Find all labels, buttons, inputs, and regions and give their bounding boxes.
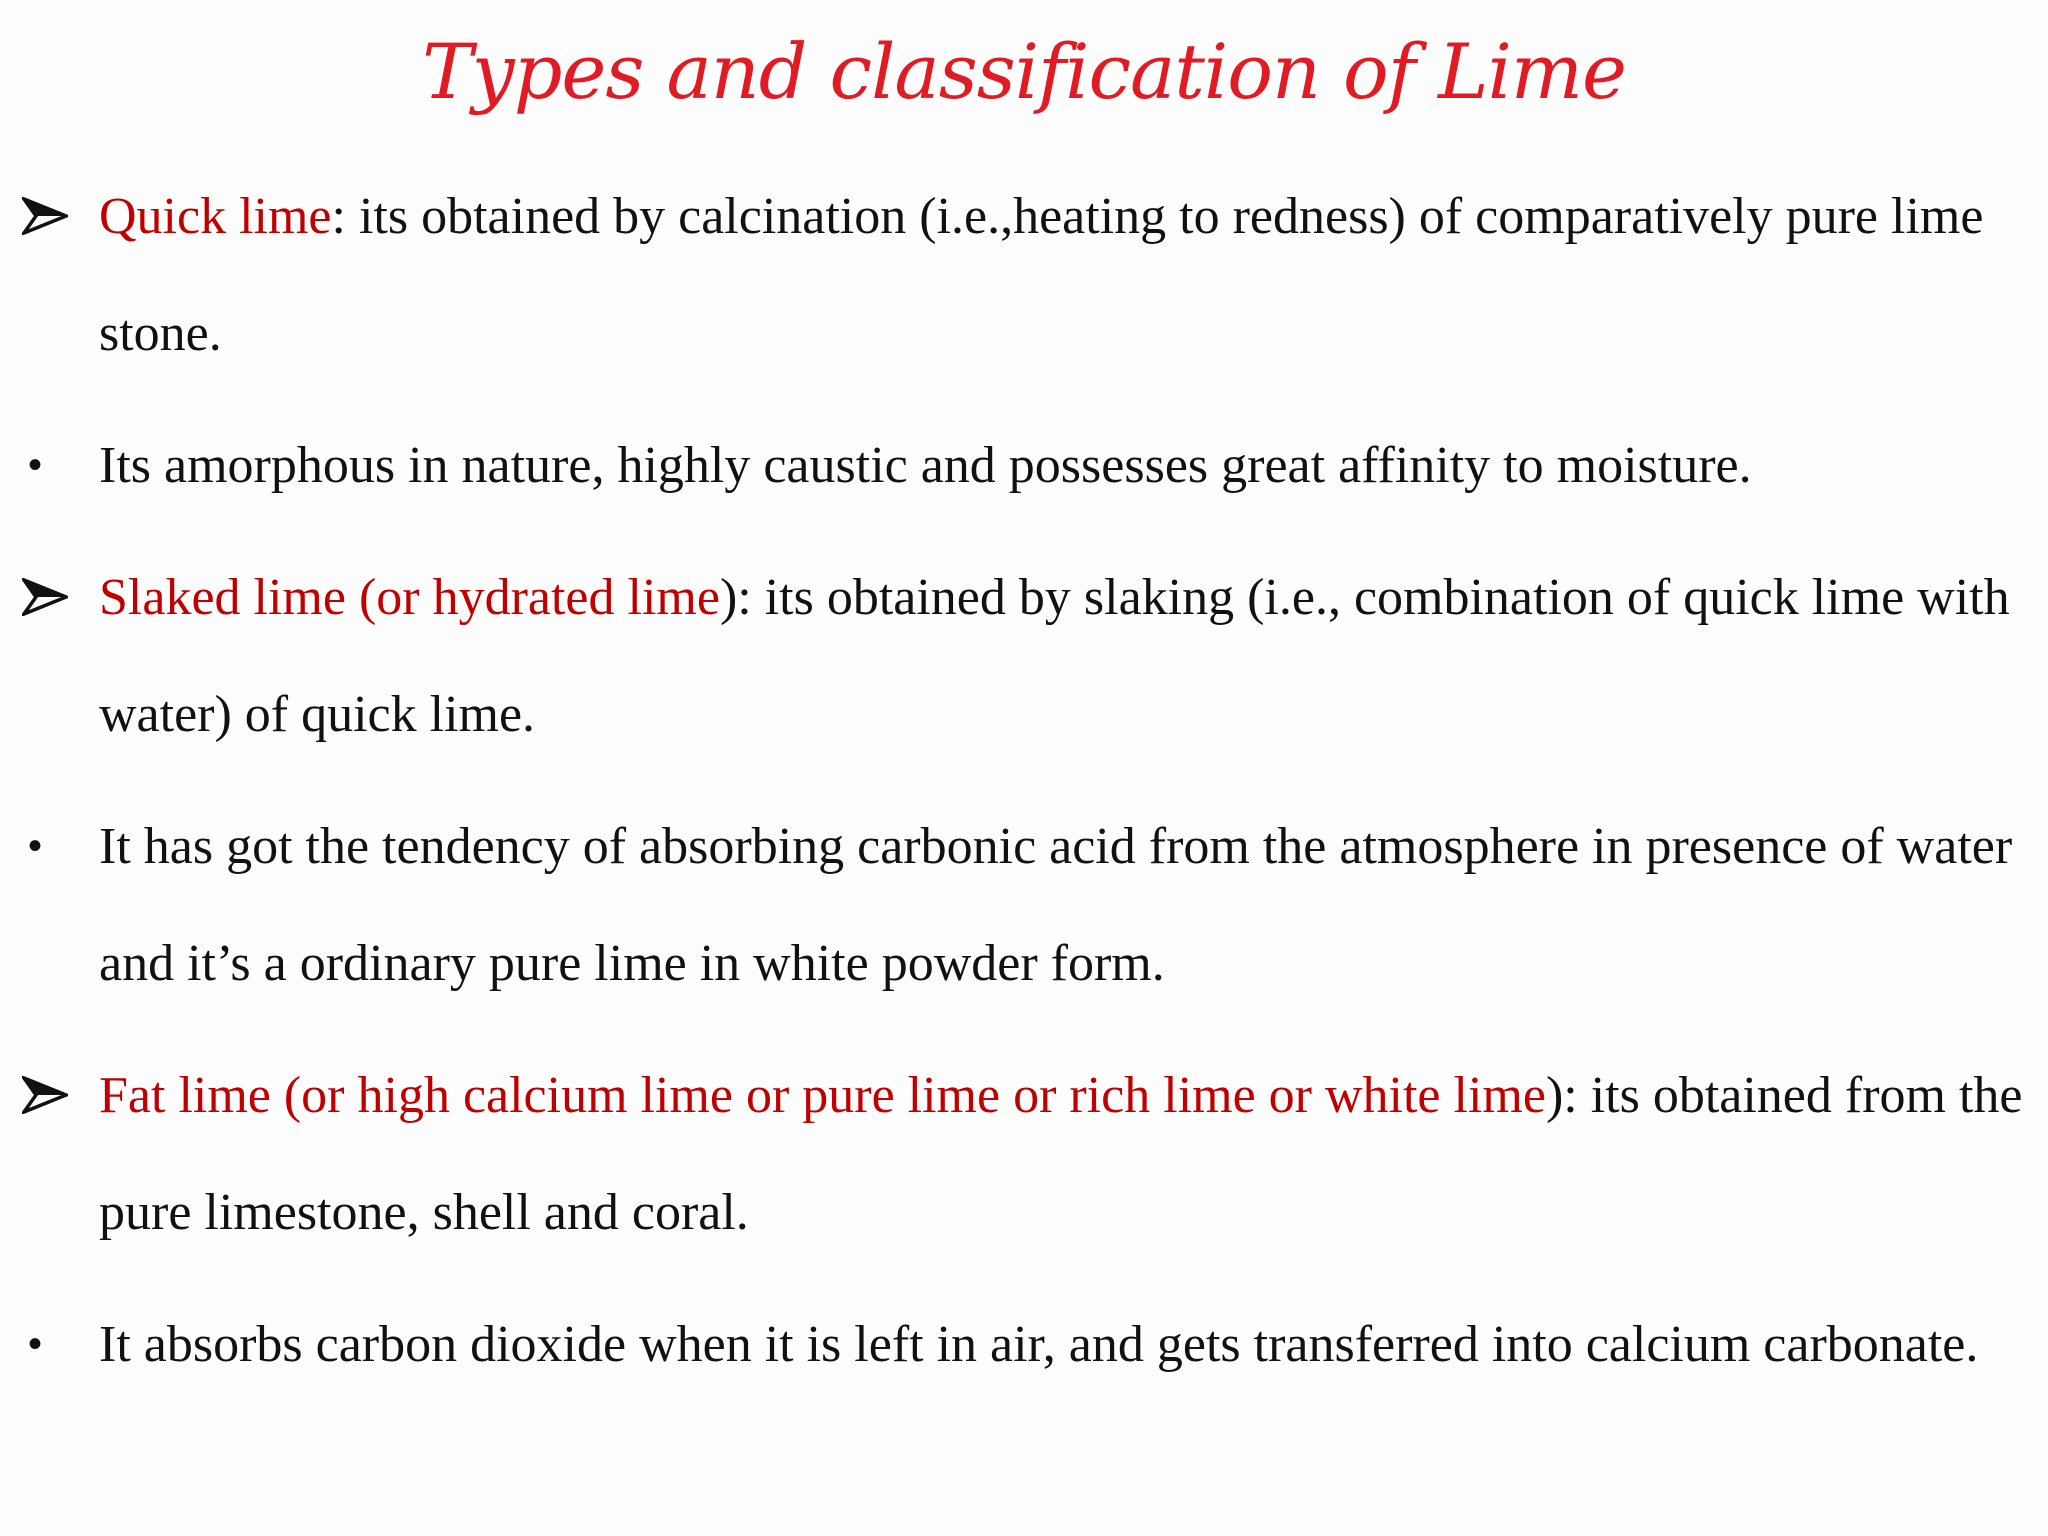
item-text: It has got the tendency of absorbing carbonic acid from the atmosphere in presence of water and it’s a ordinary pure lime in white powder form.: [99, 818, 2013, 992]
term-quick-lime: Quick lime: [99, 188, 332, 245]
dot-bullet-icon: •: [28, 443, 43, 487]
dot-bullet-icon: •: [28, 1322, 43, 1366]
item-text: : its obtained by calcination (i.e.,heating to redness) of comparatively pure lime stone.: [99, 188, 1984, 362]
list-item-carbon-dioxide: [0, 1286, 2048, 1403]
arrow-bullet-icon: [22, 1037, 82, 1154]
item-text: ): its obtained by slaking (i.e., combination of quick lime with water) of quick lime.: [99, 569, 2010, 743]
slide-title: Types and classification of Lime: [422, 27, 1626, 116]
term-fat-lime: Fat lime (or high calcium lime or pure lime or rich lime or white lime: [99, 1067, 1546, 1124]
term-slaked-lime: Slaked lime (or hydrated lime: [99, 569, 720, 626]
list-item-carbonic-acid: [0, 788, 2048, 1022]
list-item-amorphous: [0, 407, 2048, 524]
item-text: It absorbs carbon dioxide when it is left in air, and gets transferred into calcium carbonate.: [99, 1316, 1979, 1373]
arrow-bullet-icon: [22, 539, 82, 656]
list-item-quick-lime: [0, 158, 2048, 392]
dot-bullet-icon: •: [28, 824, 43, 868]
list-item-fat-lime: [0, 1037, 2048, 1271]
item-text: Its amorphous in nature, highly caustic and possesses great affinity to moisture.: [99, 437, 1752, 494]
bullet-list: [0, 158, 2048, 1418]
item-text: ): its obtained from the pure limestone, shell and coral.: [99, 1067, 2023, 1241]
arrow-bullet-icon: [22, 158, 82, 275]
list-item-slaked-lime: [0, 539, 2048, 773]
